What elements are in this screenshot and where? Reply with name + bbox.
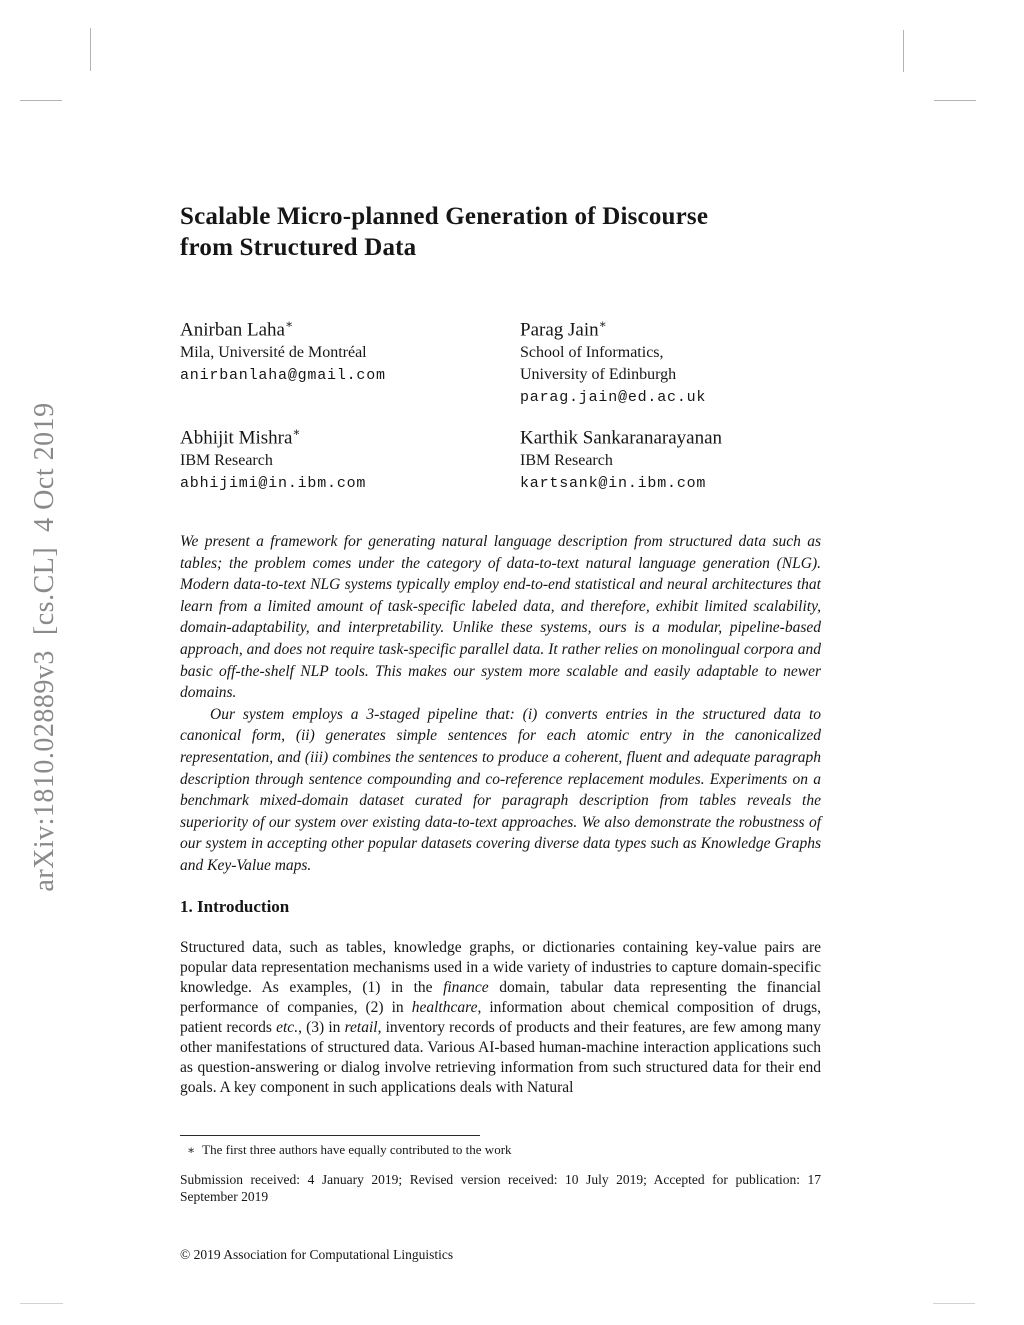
footnote-marker: ∗ <box>187 1143 196 1157</box>
section-heading-introduction: 1. Introduction <box>180 897 290 916</box>
copyright-notice: © 2019 Association for Computational Linguistics <box>180 1247 454 1262</box>
author-footnote-marker: ∗ <box>284 317 294 331</box>
author-affiliation: IBM Research <box>180 452 273 470</box>
author-affiliation: University of Edinburgh <box>520 366 677 384</box>
author-block-parag-jain <box>520 312 855 409</box>
crop-mark-top-left-horizontal <box>20 100 62 101</box>
author-email: kartsank@in.ibm.com <box>520 475 707 493</box>
author-name <box>520 312 855 342</box>
footnote <box>187 1142 821 1158</box>
crop-mark-bottom-left-horizontal <box>20 1303 63 1304</box>
crop-mark-top-right-vertical <box>903 30 904 72</box>
abstract <box>180 531 821 877</box>
abstract-paragraph-2: Our system employs a 3-staged pipeline that: (i) converts entries in the structured data to canonical form, (ii) generates simple sentences for each atomic entry in the canonicalized representation, and (iii) combines the sentences to produce a coherent, fluent and adequate paragraph description through sentence compounding and co-reference replacement modules. Experiments on a benchmark mixed-domain dataset curated for paragraph description from tables reveals the superiority of our system over existing data-to-text approaches. We also demonstrate the robustness of our system in accepting other popular datasets covering diverse data types such as Knowledge Graphs and Key-Value maps. <box>180 705 821 874</box>
author-name <box>180 420 515 450</box>
paper-title-line-1: Scalable Micro-planned Generation of Discourse <box>180 203 709 230</box>
submission-note: Submission received: 4 January 2019; Revised version received: 10 July 2019; Accepted for publication: 17 September 2019 <box>180 1172 821 1204</box>
author-name-text: Parag Jain <box>520 319 599 341</box>
author-footnote-marker: ∗ <box>598 317 607 331</box>
author-email: abhijimi@in.ibm.com <box>180 475 367 493</box>
crop-mark-bottom-right-horizontal <box>933 1303 975 1304</box>
crop-mark-top-left-vertical <box>90 28 91 71</box>
author-affiliation: IBM Research <box>520 452 613 470</box>
author-name <box>180 312 515 342</box>
author-email: anirbanlaha@gmail.com <box>180 367 386 385</box>
author-name-text: Abhijit Mishra <box>180 427 293 449</box>
footnote-rule <box>180 1135 480 1136</box>
introduction-paragraph: Structured data, such as tables, knowledge graphs, or dictionaries containing key-value pairs are popular data representation mechanisms used in a wide variety of industries to capture domain-specific knowledge. As examples, (1) in the finance domain, tabular data representing the financial performance of companies, (2) in healthcare, information about chemical composition of drugs, patient records etc., (3) in retail, inventory records of products and their features, are few among many other manifestations of structured data. Various AI-based human-machine interaction applications such as question-answering or dialog involve retrieving information from such structured data for their end goals. A key component in such applications deals with Natural <box>180 939 822 1096</box>
arxiv-watermark: arXiv:1810.02889v3 [cs.CL] 4 Oct 2019 <box>29 402 60 892</box>
abstract-paragraph-1: We present a framework for generating natural language description from structured data such as tables; the problem comes under the category of data-to-text natural language generation (NLG). Modern data-to-text NLG systems typically employ end-to-end statistical and neural architectures that learn from a limited amount of task-specific labeled data, and therefore, exhibit limited scalability, domain-adaptability, and interpretability. Unlike these systems, ours is a modular, pipeline-based approach, and does not require task-specific parallel data. It rather relies on monolingual corpora and basic off-the-shelf NLP tools. This makes our system more scalable and easily adaptable to newer domains. <box>180 533 821 702</box>
author-email: parag.jain@ed.ac.uk <box>520 389 707 407</box>
author-footnote-marker: ∗ <box>292 425 301 439</box>
paper-title-line-2: from Structured Data <box>180 234 417 261</box>
author-affiliation: Mila, Université de Montréal <box>180 344 367 362</box>
footnote-text: The first three authors have equally contributed to the work <box>202 1142 512 1157</box>
author-affiliation: School of Informatics, <box>520 344 664 362</box>
author-block-karthik-sankaranarayanan <box>520 420 855 495</box>
author-name-text: Anirban Laha <box>180 319 285 341</box>
author-block-anirban-laha <box>180 312 515 387</box>
paper-title <box>180 201 840 263</box>
crop-mark-top-right-horizontal <box>934 100 976 101</box>
author-name-text: Karthik Sankaranarayanan <box>520 427 723 449</box>
author-name <box>520 420 855 450</box>
author-block-abhijit-mishra <box>180 420 515 495</box>
